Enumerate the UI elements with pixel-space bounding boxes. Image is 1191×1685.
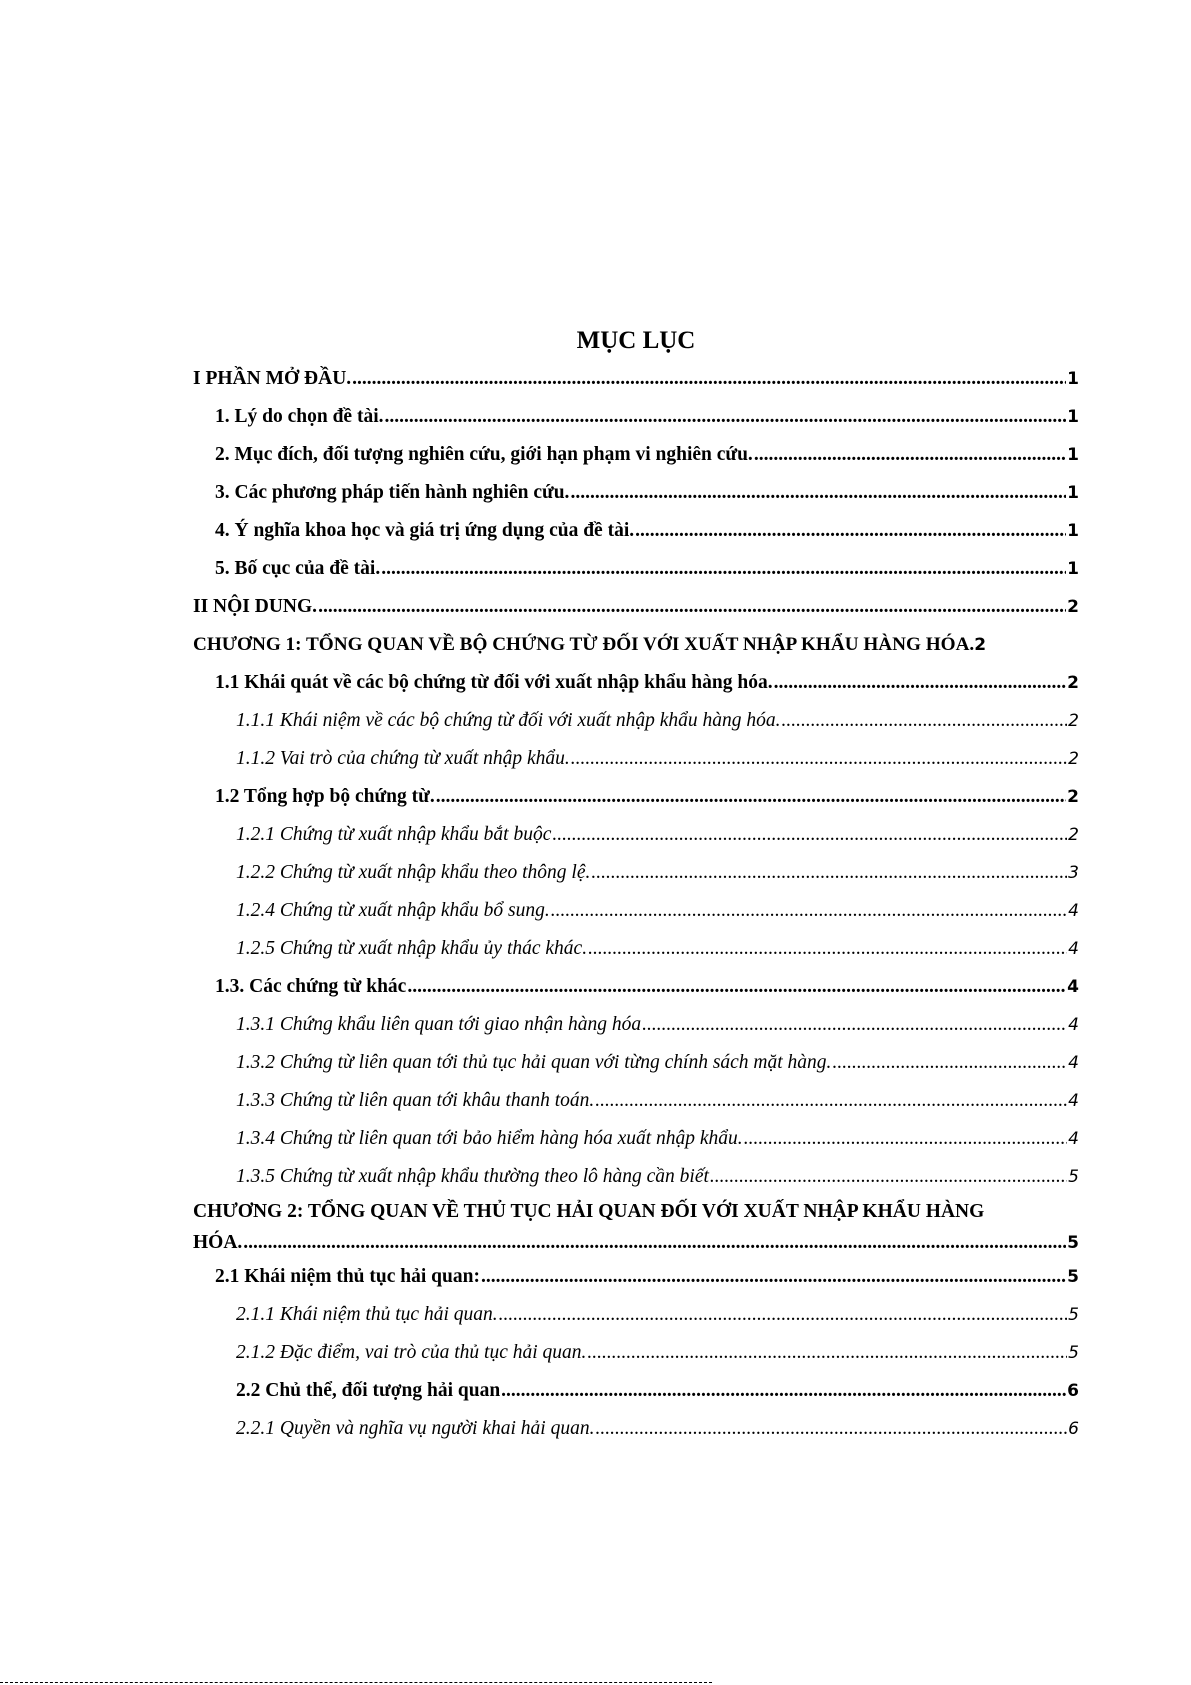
toc-page-number: 2: [974, 635, 987, 655]
toc-entry-text: 1.3. Các chứng từ khác: [215, 976, 407, 997]
toc-page-number: 4: [1068, 1091, 1079, 1111]
toc-entry-text: 2.1.2 Đặc điểm, vai trò của thủ tục hải quan.: [236, 1342, 587, 1363]
toc-entry-text: 1.3.4 Chứng từ liên quan tới bảo hiểm hàng hóa xuất nhập khẩu.: [236, 1128, 743, 1149]
toc-entry[interactable]: [193, 360, 1079, 398]
toc-entry[interactable]: [193, 854, 1079, 892]
toc-entry[interactable]: [193, 1082, 1079, 1120]
toc-entry-text: 2.1 Khái niệm thủ tục hải quan:: [215, 1266, 480, 1287]
toc-leader-dots: [571, 740, 1067, 778]
toc-entry-text: 1.2.2 Chứng từ xuất nhập khẩu theo thông lệ.: [236, 862, 591, 883]
toc-entry-text: CHƯƠNG 1: TỔNG QUAN VỀ BỘ CHỨNG TỪ ĐỐI VỚI XUẤT NHẬP KHẨU HÀNG HÓA.: [193, 634, 975, 655]
toc-leader-dots: [501, 1372, 1066, 1410]
toc-page-number: 5: [1068, 1167, 1079, 1187]
toc-entry-text: 1.3.5 Chứng từ xuất nhập khẩu thường theo lô hàng cần biết: [236, 1166, 709, 1187]
toc-page-number: 1: [1067, 521, 1079, 541]
toc-leader-dots: [782, 702, 1068, 740]
toc-leader-dots: [436, 778, 1066, 816]
toc-entry-wrapped-heading[interactable]: [193, 1196, 1079, 1228]
toc-entry[interactable]: [193, 398, 1079, 436]
toc-entry-text: 2.1.1 Khái niệm thủ tục hải quan.: [236, 1304, 498, 1325]
toc-entry-text-line1: CHƯƠNG 2: TỔNG QUAN VỀ THỦ TỤC HẢI QUAN ĐỐI VỚI XUẤT NHẬP KHẨU HÀNG: [193, 1201, 985, 1222]
toc-leader-dots: [588, 930, 1067, 968]
toc-leader-dots: [744, 1120, 1067, 1158]
toc-entry[interactable]: [193, 702, 1079, 740]
toc-entry[interactable]: [193, 512, 1079, 550]
toc-page-number: 4: [1068, 1053, 1079, 1073]
toc-entry-text: 4. Ý nghĩa khoa học và giá trị ứng dụng của đề tài.: [215, 520, 635, 541]
toc-entry[interactable]: [193, 588, 1079, 626]
toc-entry[interactable]: [193, 1258, 1079, 1296]
toc-entry-text-line2: HÓA.: [193, 1232, 243, 1253]
toc-entry[interactable]: [193, 1228, 1079, 1258]
toc-entry[interactable]: [193, 740, 1079, 778]
toc-leader-dots: [499, 1296, 1068, 1334]
table-of-contents: [193, 322, 1079, 1448]
toc-leader-dots: [481, 1258, 1066, 1296]
toc-entry-text: I PHẦN MỞ ĐẦU.: [193, 368, 352, 389]
toc-leader-dots: [552, 816, 1067, 854]
toc-leader-dots: [318, 588, 1066, 626]
toc-entry[interactable]: [193, 892, 1079, 930]
toc-leader-dots: [407, 968, 1066, 1006]
toc-entry-text: 2. Mục đích, đối tượng nghiên cứu, giới hạn phạm vi nghiên cứu.: [215, 444, 753, 465]
toc-entry-text: 1.2 Tổng hợp bộ chứng từ.: [215, 786, 435, 807]
toc-page-number: 6: [1068, 1419, 1079, 1439]
toc-page-number: 5: [1068, 1305, 1079, 1325]
toc-page-number: 2: [1068, 749, 1079, 769]
toc-entry-text: 1.3.2 Chứng từ liên quan tới thủ tục hải quan với từng chính sách mặt hàng.: [236, 1052, 832, 1073]
toc-entry[interactable]: [193, 550, 1079, 588]
toc-entry-text: 1. Lý do chọn đề tài.: [215, 406, 384, 427]
toc-page-number: 2: [1068, 711, 1079, 731]
toc-leader-dots: [774, 664, 1067, 702]
toc-page-number: 1: [1067, 559, 1079, 579]
toc-entry-text: 2.2.1 Quyền và nghĩa vụ người khai hải quan.: [236, 1418, 595, 1439]
toc-page-number: 4: [1068, 1015, 1079, 1035]
toc-entry[interactable]: [193, 1372, 1079, 1410]
toc-page-number: 5: [1067, 1267, 1079, 1287]
toc-entry-text: 2.2 Chủ thể, đối tượng hải quan: [236, 1380, 501, 1401]
toc-page-number: 1: [1067, 445, 1079, 465]
toc-page-number: 3: [1068, 863, 1079, 883]
toc-entry-text: 1.3.3 Chứng từ liên quan tới khâu thanh toán.: [236, 1090, 595, 1111]
toc-entry-text: 1.2.5 Chứng từ xuất nhập khẩu ủy thác khác.: [236, 938, 588, 959]
toc-page-number: 2: [1067, 787, 1079, 807]
toc-leader-dots: [587, 1334, 1067, 1372]
toc-entry-text: 1.1 Khái quát về các bộ chứng từ đối với xuất nhập khẩu hàng hóa.: [215, 672, 773, 693]
toc-page-number: 2: [1068, 825, 1079, 845]
toc-entry[interactable]: [193, 816, 1079, 854]
toc-entry[interactable]: [193, 1410, 1079, 1448]
toc-entry-text: 1.1.1 Khái niệm về các bộ chứng từ đối với xuất nhập khẩu hàng hóa.: [236, 710, 781, 731]
toc-entry[interactable]: [193, 626, 1079, 664]
toc-entry[interactable]: [193, 930, 1079, 968]
toc-leader-dots: [754, 436, 1066, 474]
toc-leader-dots: [635, 512, 1066, 550]
toc-leader-dots: [832, 1044, 1067, 1082]
toc-entry-text: 1.1.2 Vai trò của chứng từ xuất nhập khẩu.: [236, 748, 570, 769]
toc-entry[interactable]: [193, 474, 1079, 512]
toc-page-number: 4: [1067, 977, 1079, 997]
toc-entry-text: 1.2.1 Chứng từ xuất nhập khẩu bắt buộc: [236, 824, 552, 845]
toc-leader-dots: [595, 1410, 1067, 1448]
toc-entry[interactable]: [193, 968, 1079, 1006]
toc-leader-dots: [384, 398, 1066, 436]
toc-leader-dots: [352, 360, 1066, 398]
toc-leader-dots: [551, 892, 1067, 930]
toc-leader-dots: [570, 474, 1066, 512]
toc-entry[interactable]: [193, 1006, 1079, 1044]
toc-entry[interactable]: [193, 1158, 1079, 1196]
toc-leader-dots: [642, 1006, 1067, 1044]
toc-page-number: 5: [1067, 1233, 1079, 1253]
toc-page-number: 4: [1068, 901, 1079, 921]
toc-page-number: 1: [1067, 369, 1079, 389]
toc-entry[interactable]: [193, 1120, 1079, 1158]
toc-title: MỤC LỤC: [576, 327, 696, 354]
toc-page-number: 1: [1067, 407, 1079, 427]
toc-leader-dots: [710, 1158, 1067, 1196]
toc-page-number: 2: [1067, 597, 1079, 617]
toc-page-number: 4: [1068, 1129, 1079, 1149]
toc-entry-text: 3. Các phương pháp tiến hành nghiên cứu.: [215, 482, 570, 503]
toc-leader-dots: [591, 854, 1067, 892]
toc-entry-text: 5. Bố cục của đề tài.: [215, 558, 381, 579]
toc-entry-text: II NỘI DUNG.: [193, 596, 318, 617]
toc-page-number: 1: [1067, 483, 1079, 503]
toc-entry[interactable]: [193, 1334, 1079, 1372]
toc-entry-text: 1.2.4 Chứng từ xuất nhập khẩu bổ sung.: [236, 900, 550, 921]
toc-leader-dots: [595, 1082, 1067, 1120]
toc-leader-dots: [243, 1228, 1066, 1258]
toc-entry[interactable]: [193, 436, 1079, 474]
toc-entry[interactable]: [193, 664, 1079, 702]
footer-divider: [0, 1682, 712, 1683]
toc-entry[interactable]: [193, 778, 1079, 816]
toc-leader-dots: [381, 550, 1066, 588]
toc-entry[interactable]: [193, 1044, 1079, 1082]
toc-page-number: 5: [1068, 1343, 1079, 1363]
toc-entry[interactable]: [193, 1296, 1079, 1334]
toc-page-number: 4: [1068, 939, 1079, 959]
toc-page-number: 2: [1067, 673, 1079, 693]
toc-page-number: 6: [1067, 1381, 1079, 1401]
toc-entry-text: 1.3.1 Chứng khẩu liên quan tới giao nhận hàng hóa: [236, 1014, 642, 1035]
